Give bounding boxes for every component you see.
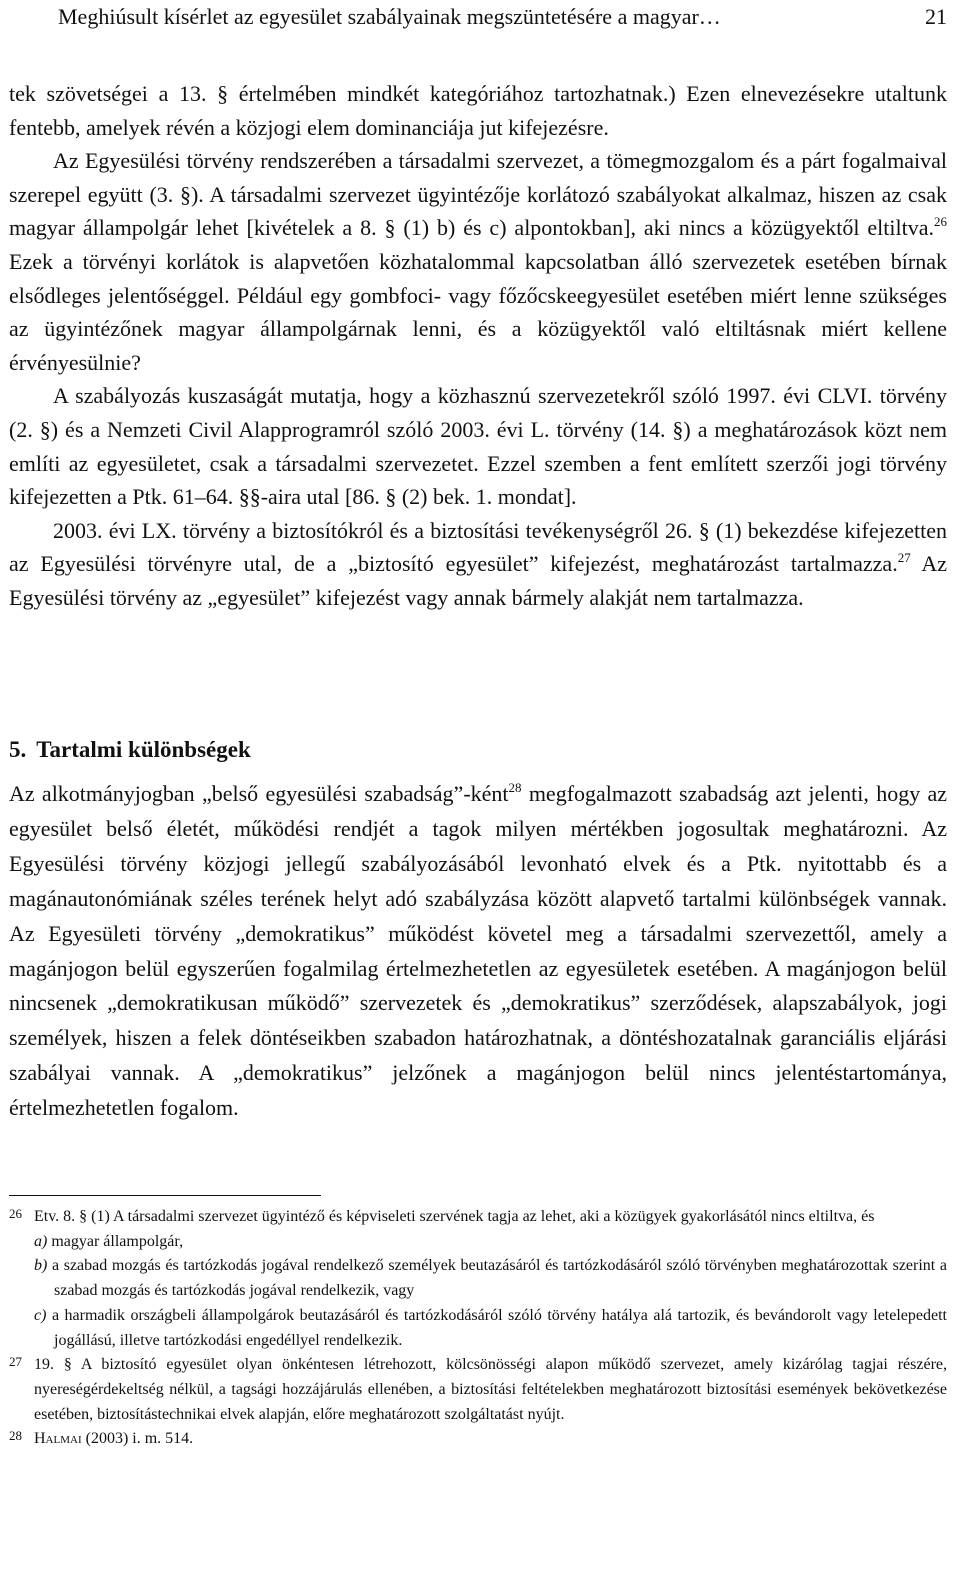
footnote-divider (9, 1195, 321, 1196)
footnote-ref-27[interactable]: 27 (897, 550, 911, 566)
footnote-28 (9, 1427, 947, 1452)
item-text: magyar állampolgár, (47, 1232, 184, 1250)
footnotes (9, 1205, 947, 1452)
item-label: a) (34, 1232, 48, 1250)
item-text: a harmadik országbeli állampolgárok beutazásáról és tartózkodásáról szóló törvény hatálya alá tartozik, és bevándorolt vagy letelepedett jogállású, illetve tartózkodási engedéllyel rendelkezik. (46, 1306, 947, 1349)
footnote-text: Etv. 8. § (1) A társadalmi szervezet ügyintéző és képviseleti szervének tagja az lehet, aki a közügyek gyakorlásától nincs eltiltva, és (34, 1208, 875, 1225)
paragraph (9, 144, 947, 379)
item-label: b) (34, 1257, 48, 1275)
item-label: c) (34, 1306, 47, 1324)
paragraph-text: Ezek a törvényi korlátok is alapvetően közhatalommal kapcsolatban álló szervezetek esetében bírnak elsődleges jelentőséggel. Például egy gombfoci- vagy főzőcskeegyesület esetében miért lenne szükséges az ügyintézőnek magyar állampolgárnak lenni, és a közügyektől való eltiltásnak miért kellene érvényesülnie? (9, 248, 947, 375)
author-name: Halmai (34, 1430, 82, 1448)
footnote-item-c (34, 1304, 947, 1353)
section-title: Tartalmi különbségek (36, 737, 251, 762)
paragraph-text: Az Egyesülési törvény az „egyesület” kifejezést vagy annak bármely alakját nem tartalmazza. (9, 551, 947, 610)
paragraph-text: megfogalmazott szabadság azt jelenti, hogy az egyesület belső életét, működési rendjét a tagok milyen mértékben jogosultak meghatározni. Az Egyesülési törvény közjogi jellegű szabályozásából levonható elvek és a Ptk. nyitottabb és a magánautonómiának széles terének helyt adó szabályzása között alapvető tartalmi különbségek vannak. Az Egyesületi törvény „demokratikus” működést követel meg a társadalmi szervezettől, amely a magánjogon belül egyszerűen fogalmilag értelmezhetetlen az egyesületek esetében. A magánjogon belül nincsenek „demokratikusan működő” szervezetek és „demokratikus” szerződések, alapszabályok, jogi személyek, hiszen a felek döntéseikben szabadon határozhatnak, a döntéshozatalnak garanciális eljárási szabályai vannak. A „demokratikus” jelzőnek a magánjogon belül nincs jelentéstartománya, értelmezhetetlen fogalom. (9, 781, 948, 1121)
running-title: Meghiúsult kísérlet az egyesület szabályainak megszüntetésére a magyar… (58, 4, 721, 29)
footnote-26 (9, 1205, 947, 1353)
footnote-27 (9, 1353, 947, 1427)
footnote-number: 26 (9, 1206, 22, 1221)
paragraph (9, 777, 947, 1126)
footnote-number: 28 (9, 1428, 22, 1444)
body-text (9, 77, 947, 615)
paragraph-text: Az alkotmányjogban „belső egyesülési szabadság”-ként (9, 781, 509, 806)
citation-text: (2003) i. m. 514. (81, 1430, 194, 1448)
section-body (9, 777, 947, 1126)
paragraph-text: Az Egyesülési törvény rendszerében a társadalmi szervezet, a tömegmozgalom és a párt fogalmaival szerepel együtt (3. §). A társadalmi szervezet ügyintézője korlátozó szabályokat alkalmaz, hiszen az csak magyar állampolgár lehet [kivételek a 8. § (1) b) és c) alpontokban], aki nincs a közügyektől eltiltva. (9, 148, 947, 241)
item-text: a szabad mozgás és tartózkodás jogával rendelkező személyek beutazásáról és tartózkodásáról szóló törvényben meghatározottak szerint a szabad mozgás és tartózkodás jogával rendelkezik, vagy (47, 1257, 947, 1300)
footnote-item-a (34, 1230, 947, 1255)
footnote-body (34, 1353, 947, 1427)
footnote-text: 19. § A biztosító egyesület olyan önkéntesen létrehozott, kölcsönösségi alapon működő szervezet, amely kizárólag tagjai részére, nyereségérdekeltség nélkül, a tagsági hozzájárulás ellenében, a biztosítási feltételekben meghatározott biztosítási események bekövetkezése esetében, biztosítástechnikai elvek alapján, előre meghatározott szolgáltatást nyújt. (34, 1356, 947, 1423)
paragraph: A szabályozás kuszaságát mutatja, hogy a közhasznú szervezetekről szóló 1997. évi CLVI. törvény (2. §) és a Nemzeti Civil Alapprogramról szóló 2003. évi L. törvény (14. §) a meghatározások közt nem említi az egyesületet, csak a társadalmi szervezetet. Ezzel szemben a fent említett szerzői jogi törvény kifejezetten a Ptk. 61–64. §§-aira utal [86. § (2) bek. 1. mondat]. (9, 383, 947, 510)
page-number: 21 (925, 4, 947, 29)
paragraph-text: 2003. évi LX. törvény a biztosítókról és a biztosítási tevékenységről 26. § (1) bekezdése kifejezetten az Egyesülési törvényre utal, de a „biztosító egyesület” kifejezést, meghatározást tartalmazza. (9, 517, 947, 577)
footnote-body (34, 1205, 947, 1353)
footnote-ref-26[interactable]: 26 (934, 214, 947, 230)
footnote-text (34, 1427, 947, 1452)
footnote-body (34, 1427, 947, 1452)
footnote-item-b (34, 1254, 947, 1303)
paragraph: tek szövetségei a 13. § értelmében mindkét kategóriához tartozhatnak.) Ezen elnevezésekre utaltunk fentebb, amelyek révén a közjogi elem dominanciája jut kifejezésre. (9, 81, 947, 140)
running-header (58, 4, 947, 30)
section-number: 5. (9, 737, 27, 762)
footnote-number: 27 (9, 1354, 22, 1370)
section-heading (9, 732, 251, 768)
footnote-ref-28[interactable]: 28 (508, 780, 522, 795)
paragraph (9, 514, 947, 615)
